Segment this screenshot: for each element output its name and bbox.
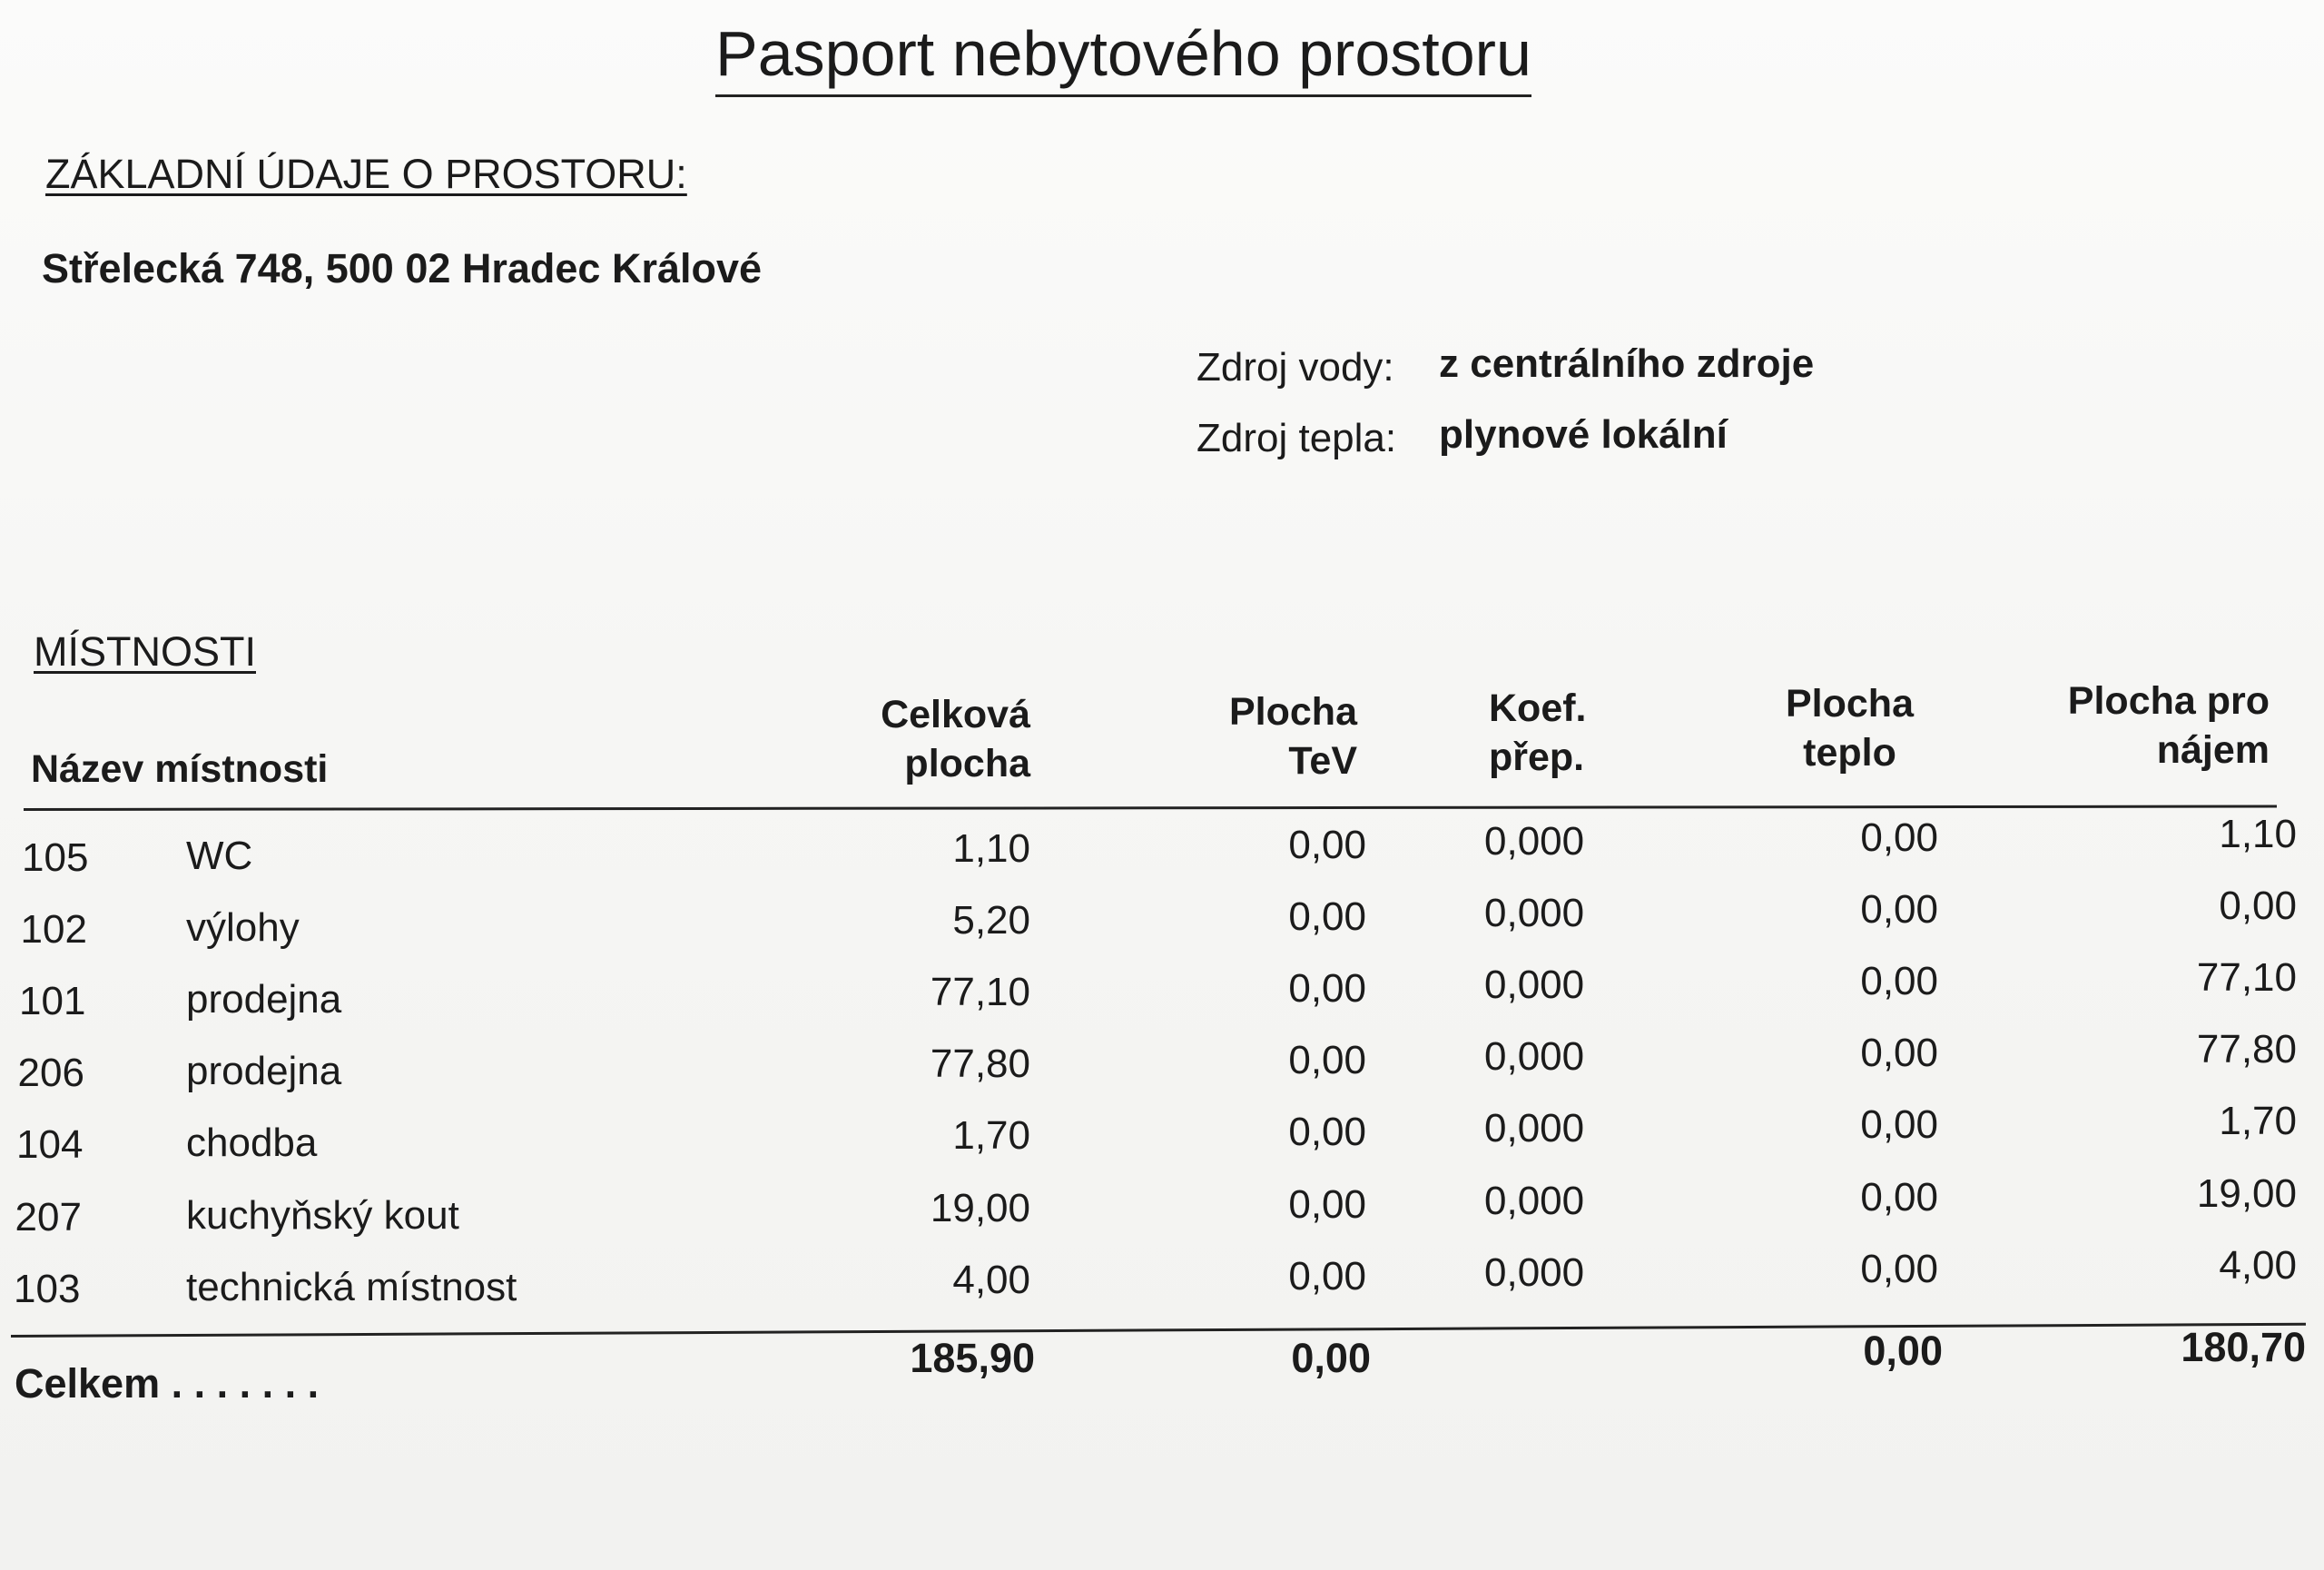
room-rent-area: 1,10: [2219, 812, 2297, 856]
room-name: technická místnost: [186, 1265, 517, 1309]
room-heat-area: 0,00: [1860, 887, 1938, 932]
total-najem: 180,70: [2181, 1324, 2306, 1370]
room-number: 104: [16, 1122, 84, 1167]
total-tev: 0,00: [1291, 1335, 1371, 1381]
room-tev-area: 0,00: [1288, 1110, 1366, 1154]
room-coefficient: 0,000: [1484, 819, 1585, 864]
room-name: kuchyňský kout: [186, 1193, 459, 1238]
header-total-area: Celková plocha: [881, 693, 1030, 785]
room-total-area: 5,20: [952, 898, 1030, 943]
room-heat-area: 0,00: [1860, 1175, 1938, 1219]
room-total-area: 1,10: [952, 826, 1030, 871]
room-rent-area: 77,80: [2196, 1027, 2297, 1071]
room-rent-area: 4,00: [2219, 1243, 2297, 1288]
room-name: chodba: [186, 1121, 318, 1165]
room-heat-area: 0,00: [1860, 1031, 1938, 1075]
property-address: Střelecká 748, 500 02 Hradec Králové: [42, 245, 763, 291]
table-total-divider: [11, 1323, 2306, 1338]
room-rent-area: 1,70: [2219, 1099, 2297, 1143]
heat-source-value: plynové lokální: [1439, 412, 1728, 457]
room-coefficient: 0,000: [1484, 963, 1585, 1007]
room-tev-area: 0,00: [1288, 1254, 1366, 1298]
header-tev-area: Plocha TeV: [1229, 690, 1357, 783]
room-total-area: 77,10: [930, 970, 1030, 1014]
header-heat-area: Plocha teplo: [1786, 682, 1914, 775]
header-room-name: Název místnosti: [31, 747, 329, 791]
room-tev-area: 0,00: [1288, 966, 1366, 1011]
total-label: Celkem . . . . . . .: [15, 1360, 320, 1407]
room-number: 105: [22, 835, 89, 880]
room-heat-area: 0,00: [1860, 1247, 1938, 1291]
rooms-heading: MÍSTNOSTI: [34, 628, 256, 675]
total-celkova: 185,90: [910, 1335, 1035, 1381]
room-coefficient: 0,000: [1484, 1106, 1585, 1150]
room-number: 102: [20, 907, 87, 952]
room-rent-area: 77,10: [2196, 955, 2297, 1000]
room-heat-area: 0,00: [1860, 1102, 1938, 1147]
table-header-divider: [24, 805, 2277, 811]
room-rent-area: 19,00: [2196, 1171, 2297, 1216]
room-name: výlohy: [186, 905, 300, 950]
room-total-area: 1,70: [952, 1113, 1030, 1158]
basic-info-heading: ZÁKLADNÍ ÚDAJE O PROSTORU:: [45, 151, 687, 197]
room-number: 101: [19, 979, 86, 1023]
room-number: 207: [15, 1195, 82, 1239]
water-source-label: Zdroj vody:: [1196, 345, 1394, 390]
room-total-area: 19,00: [930, 1186, 1030, 1230]
room-coefficient: 0,000: [1484, 1034, 1585, 1079]
room-total-area: 4,00: [952, 1258, 1030, 1302]
room-heat-area: 0,00: [1860, 815, 1938, 860]
room-name: prodejna: [186, 1049, 342, 1093]
room-total-area: 77,80: [930, 1042, 1030, 1086]
room-coefficient: 0,000: [1484, 1179, 1585, 1223]
room-rent-area: 0,00: [2219, 884, 2297, 928]
room-heat-area: 0,00: [1860, 959, 1938, 1003]
room-number: 103: [14, 1267, 81, 1311]
room-name: prodejna: [186, 977, 342, 1022]
header-coefficient: Koef. přep.: [1489, 686, 1587, 779]
header-rent-area: Plocha pro nájem: [2067, 679, 2270, 772]
document-title: Pasport nebytového prostoru: [715, 13, 1531, 97]
room-number: 206: [17, 1051, 84, 1095]
room-coefficient: 0,000: [1484, 891, 1585, 935]
room-tev-area: 0,00: [1288, 1038, 1366, 1082]
room-tev-area: 0,00: [1288, 894, 1366, 939]
room-tev-area: 0,00: [1288, 823, 1366, 867]
heat-source-label: Zdroj tepla:: [1196, 416, 1397, 460]
room-coefficient: 0,000: [1484, 1250, 1585, 1295]
room-name: WC: [186, 834, 253, 878]
total-teplo: 0,00: [1863, 1328, 1943, 1374]
water-source-value: z centrálního zdroje: [1439, 341, 1815, 386]
room-tev-area: 0,00: [1288, 1182, 1366, 1227]
